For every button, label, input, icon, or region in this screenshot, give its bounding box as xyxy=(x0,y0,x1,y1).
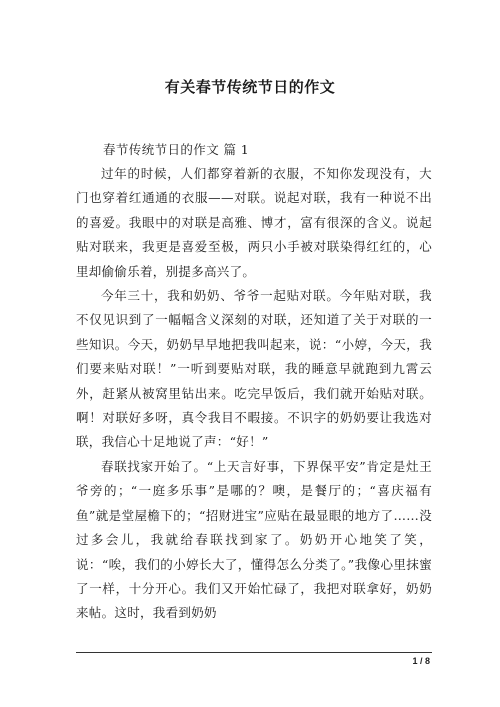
paragraph: 过年的时候，人们都穿着新的衣服，不知你发现没有，大门也穿着红通通的衣服——对联。说起对联，我有一种说不出的喜爱。我眼中的对联是高雅、博才，富有很深的含义。说起贴对联来，我更是喜爱至极，两只小手被对联染得红红的，心里却偷偷乐着，别提多高兴了。 xyxy=(76,166,432,279)
page-number: 1 / 8 xyxy=(412,656,430,666)
section-heading: 春节传统节日的作文 篇 1 xyxy=(103,142,250,157)
paragraph: 今年三十，我和奶奶、爷爷一起贴对联。今年贴对联，我不仅见识到了一幅幅含义深刻的对联，还知道了关于对联的一些知识。今天，奶奶早早地把我叫起来，说：“小婷，今天，我们要来贴对联！”一听到要贴对联，我的睡意早就跑到九霄云外，赶紧从被窝里钻出来。吃完早饭后，我们就开始贴对联。啊！对联好多呀，真令我目不暇接。不识字的奶奶要让我选对联，我信心十足地说了声：“好！” xyxy=(76,288,432,450)
paragraph: 春联找家开始了。“上天言好事，下界保平安”肯定是灶王爷旁的；“一庭多乐事”是哪的？噢，是餐厅的；“喜庆福有鱼”就是堂屋檐下的；“招财进宝”应贴在最显眼的地方了……没过多会儿，我就给春联找到家了。奶奶开心地笑了笑，说：“唉，我们的小婷长大了，懂得怎么分类了。”我像心里抹蜜了一样，十分开心。我们又开始忙碌了，我把对联拿好，奶奶来帖。这时，我看到奶奶 xyxy=(76,458,432,621)
document-title: 有关春节传统节日的作文 xyxy=(164,78,336,96)
footer-divider xyxy=(76,652,432,653)
document-body xyxy=(76,162,432,626)
